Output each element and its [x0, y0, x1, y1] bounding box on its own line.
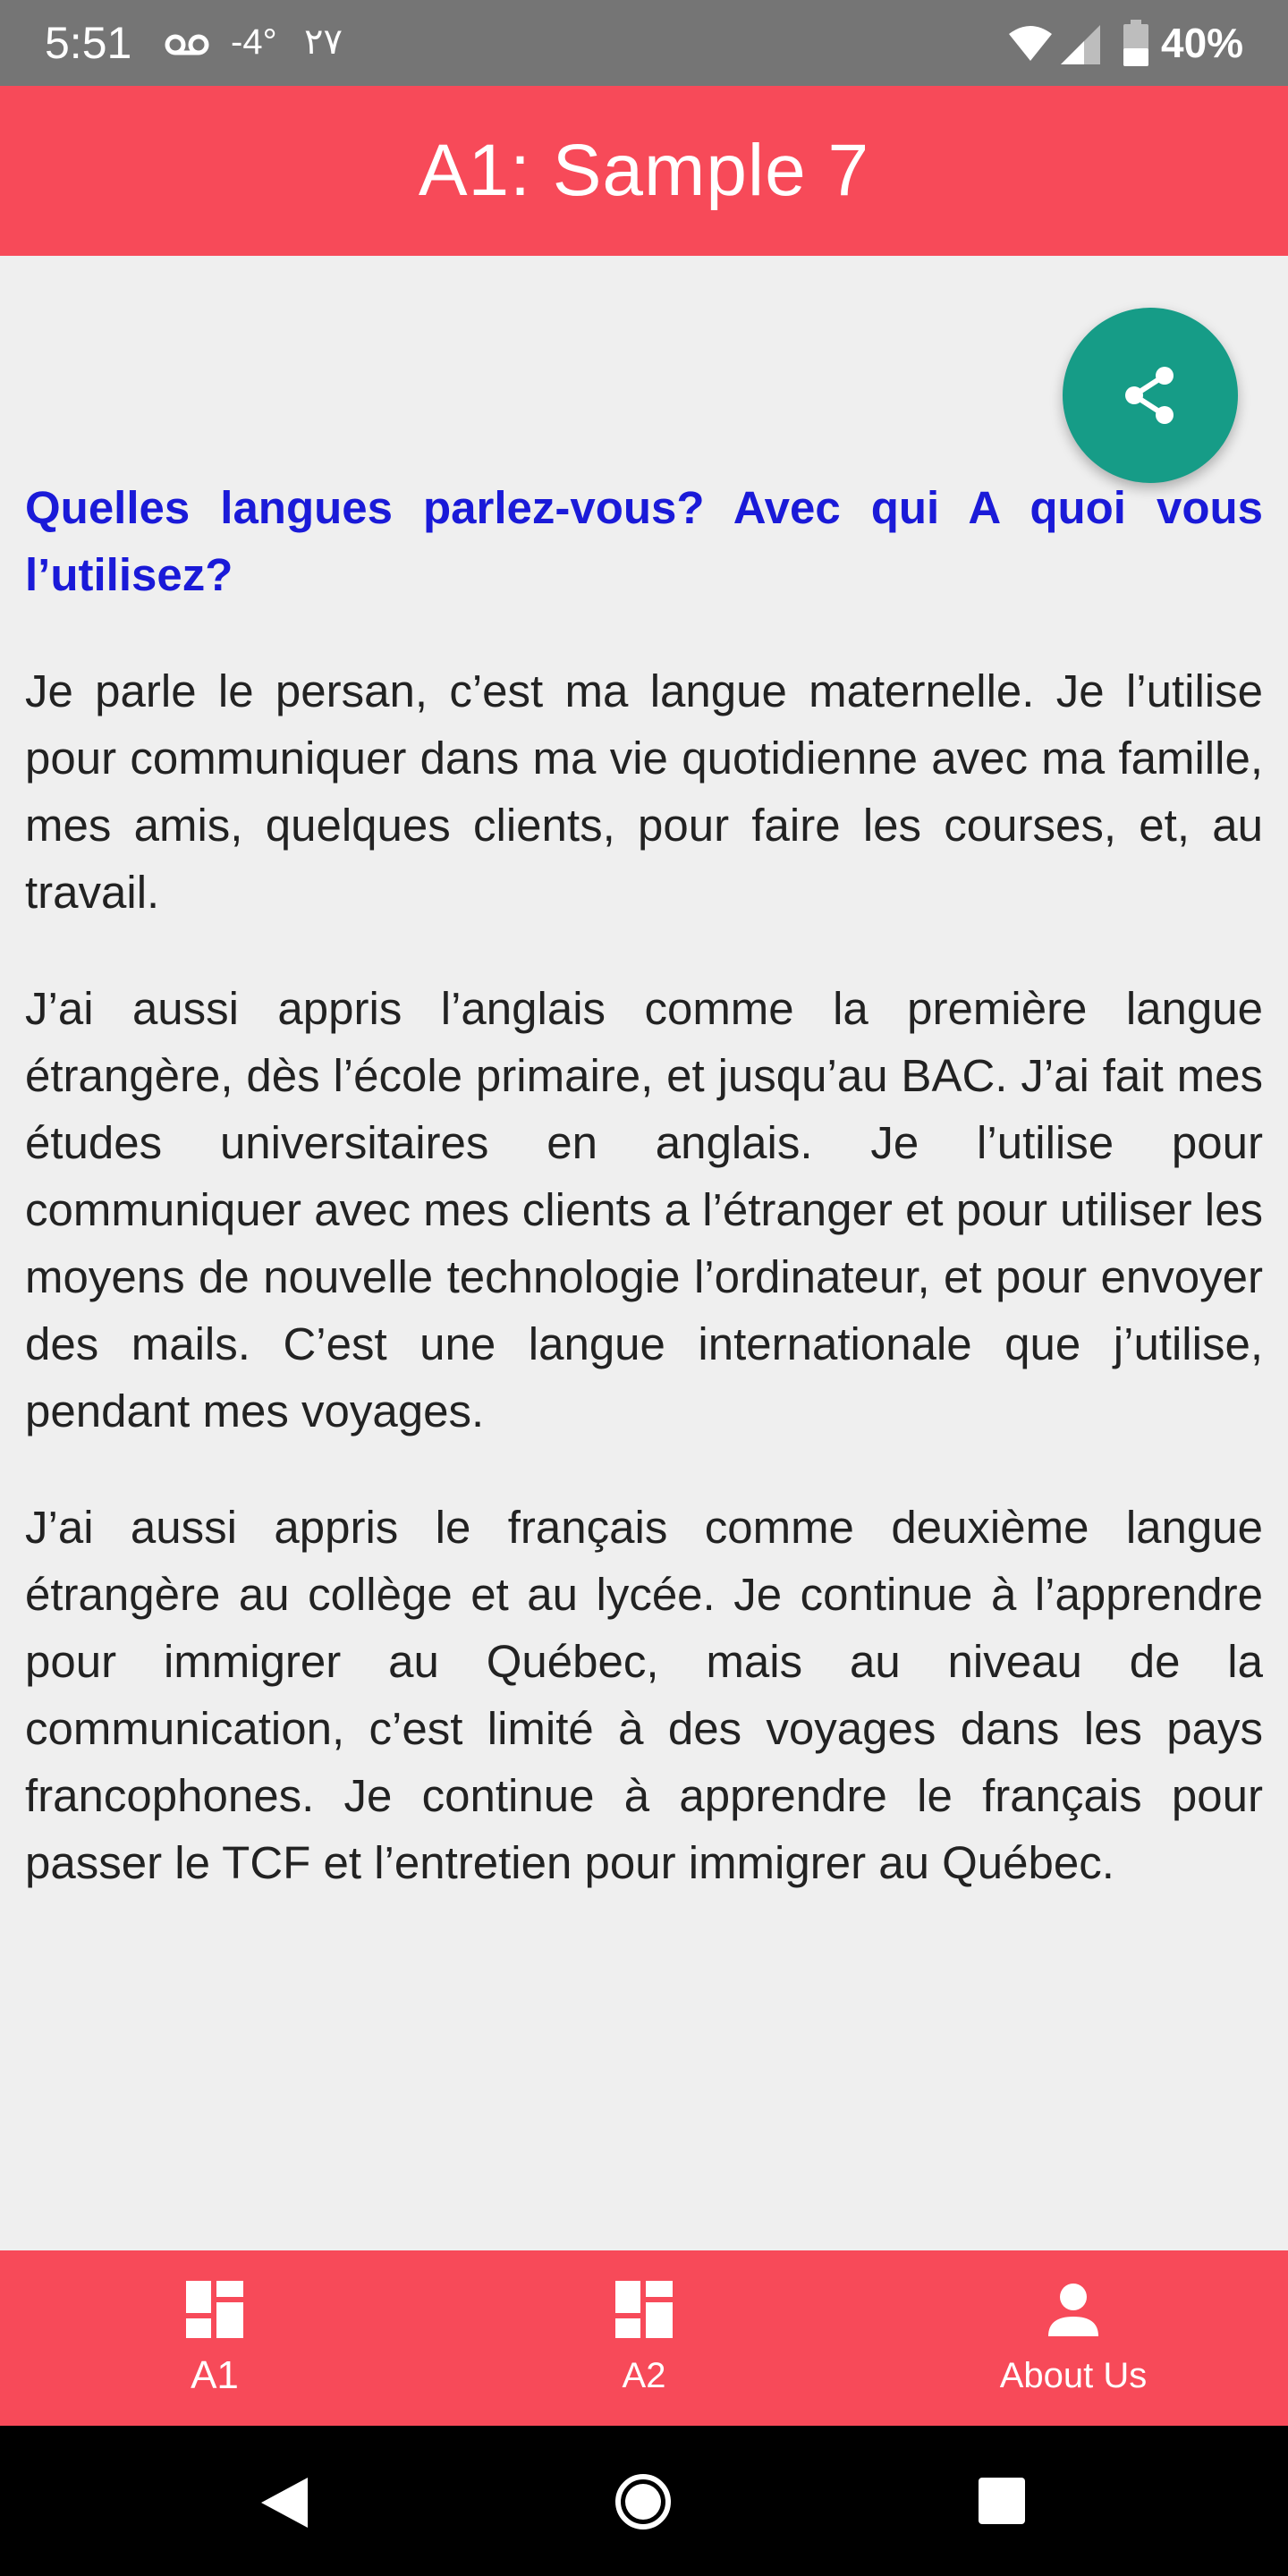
- status-time: 5:51: [45, 18, 132, 68]
- share-icon: [1118, 363, 1182, 428]
- battery-icon: [1123, 20, 1148, 66]
- nav-label-about-us: About Us: [999, 2356, 1148, 2395]
- status-bar: [0, 0, 1288, 86]
- sample-content: [25, 474, 1263, 1896]
- system-navigation-bar: [0, 2426, 1288, 2576]
- app-bar: [0, 86, 1288, 256]
- back-icon[interactable]: [258, 2474, 311, 2531]
- dashboard-icon: [182, 2277, 247, 2342]
- nav-item-a2[interactable]: [429, 2250, 859, 2426]
- cell-signal-icon: [1061, 25, 1100, 64]
- nav-label-a2: A2: [622, 2356, 666, 2395]
- status-date: ۲۷: [304, 21, 343, 63]
- person-icon: [1041, 2277, 1106, 2342]
- nav-item-about-us[interactable]: [859, 2250, 1288, 2426]
- question-heading: Quelles langues parlez-vous? Avec qui A quoi vous l’utilisez?: [25, 482, 1263, 600]
- answer-paragraph-3: J’ai aussi appris le français comme deuxième langue étrangère au collège et au lycée. Je continue à l’apprendre pour immigrer au Québec, mais au niveau de la communication, c’est limité à des voyages dans les pays francophones. Je continue à apprendre le français pour passer le TCF et l’entretien pour immigrer au Québec.: [25, 1502, 1263, 1888]
- nav-item-a1[interactable]: [0, 2250, 429, 2426]
- voicemail-icon: [165, 27, 209, 63]
- home-icon[interactable]: [614, 2472, 673, 2531]
- wifi-icon: [1009, 25, 1052, 63]
- share-button[interactable]: [1063, 308, 1238, 483]
- nav-label-a1: A1: [191, 2353, 239, 2397]
- bottom-navigation: [0, 2250, 1288, 2426]
- status-temperature: -4°: [231, 22, 277, 62]
- page-title: A1: Sample 7: [418, 130, 870, 211]
- battery-percentage: 40%: [1161, 20, 1244, 66]
- recents-icon[interactable]: [977, 2476, 1027, 2526]
- dashboard-icon: [612, 2277, 676, 2342]
- answer-paragraph-2: J’ai aussi appris l’anglais comme la première langue étrangère, dès l’école primaire, et jusqu’au BAC. J’ai fait mes études universitaires en anglais. Je l’utilise pour communiquer avec mes clients a l’étranger et pour utiliser les moyens de nouvelle technologie l’ordinateur, et pour envoyer des mails. C’est une langue internationale que j’utilise, pendant mes voyages.: [25, 983, 1263, 1436]
- answer-paragraph-1: Je parle le persan, c’est ma langue maternelle. Je l’utilise pour communiquer dans ma vie quotidienne avec ma famille, mes amis, quelques clients, pour faire les courses, et, au travail.: [25, 665, 1263, 918]
